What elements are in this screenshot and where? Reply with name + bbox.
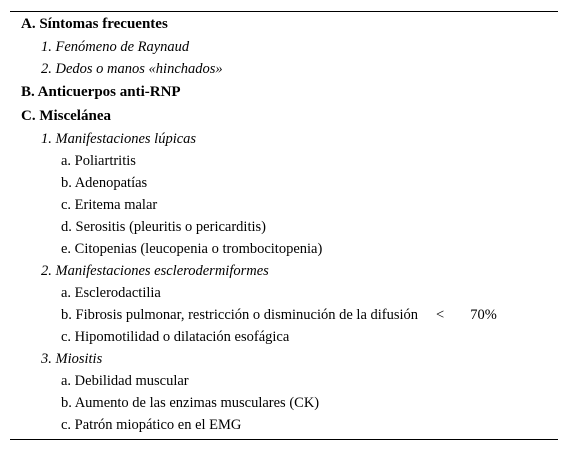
section-heading-c: C. Miscelánea [21, 108, 111, 124]
criteria-table [10, 11, 558, 440]
list-item: e. Citopenias (leucopenia o trombocitopenia) [61, 241, 323, 257]
list-item: a. Poliartritis [61, 153, 136, 169]
fibrosis-text: b. Fibrosis pulmonar, restricción o disminución de la difusión [61, 307, 419, 323]
subitem-raynaud: 1. Fenómeno de Raynaud [41, 39, 190, 55]
list-item: c. Hipomotilidad o dilatación esofágica [61, 329, 290, 345]
subitem-swollen-hands: 2. Dedos o manos «hinchados» [41, 61, 223, 77]
group-title-scleroderma: 2. Manifestaciones esclerodermiformes [41, 263, 269, 279]
list-item: d. Serositis (pleuritis o pericarditis) [61, 219, 266, 235]
section-heading-b: B. Anticuerpos anti-RNP [21, 84, 181, 100]
list-item: b. Aumento de las enzimas musculares (CK) [61, 395, 320, 411]
list-item: b. Adenopatías [61, 175, 148, 191]
threshold-value: 70% [470, 307, 497, 323]
group-title-myositis: 3. Miositis [41, 351, 103, 367]
section-heading-a: A. Síntomas frecuentes [21, 16, 168, 32]
list-item: c. Eritema malar [61, 197, 158, 213]
group-title-lupus: 1. Manifestaciones lúpicas [41, 131, 197, 147]
less-than-symbol: < [436, 307, 445, 323]
list-item: c. Patrón miopático en el EMG [61, 417, 242, 433]
list-item: a. Esclerodactilia [61, 285, 161, 301]
list-item-fibrosis [61, 306, 497, 324]
list-item: a. Debilidad muscular [61, 373, 189, 389]
